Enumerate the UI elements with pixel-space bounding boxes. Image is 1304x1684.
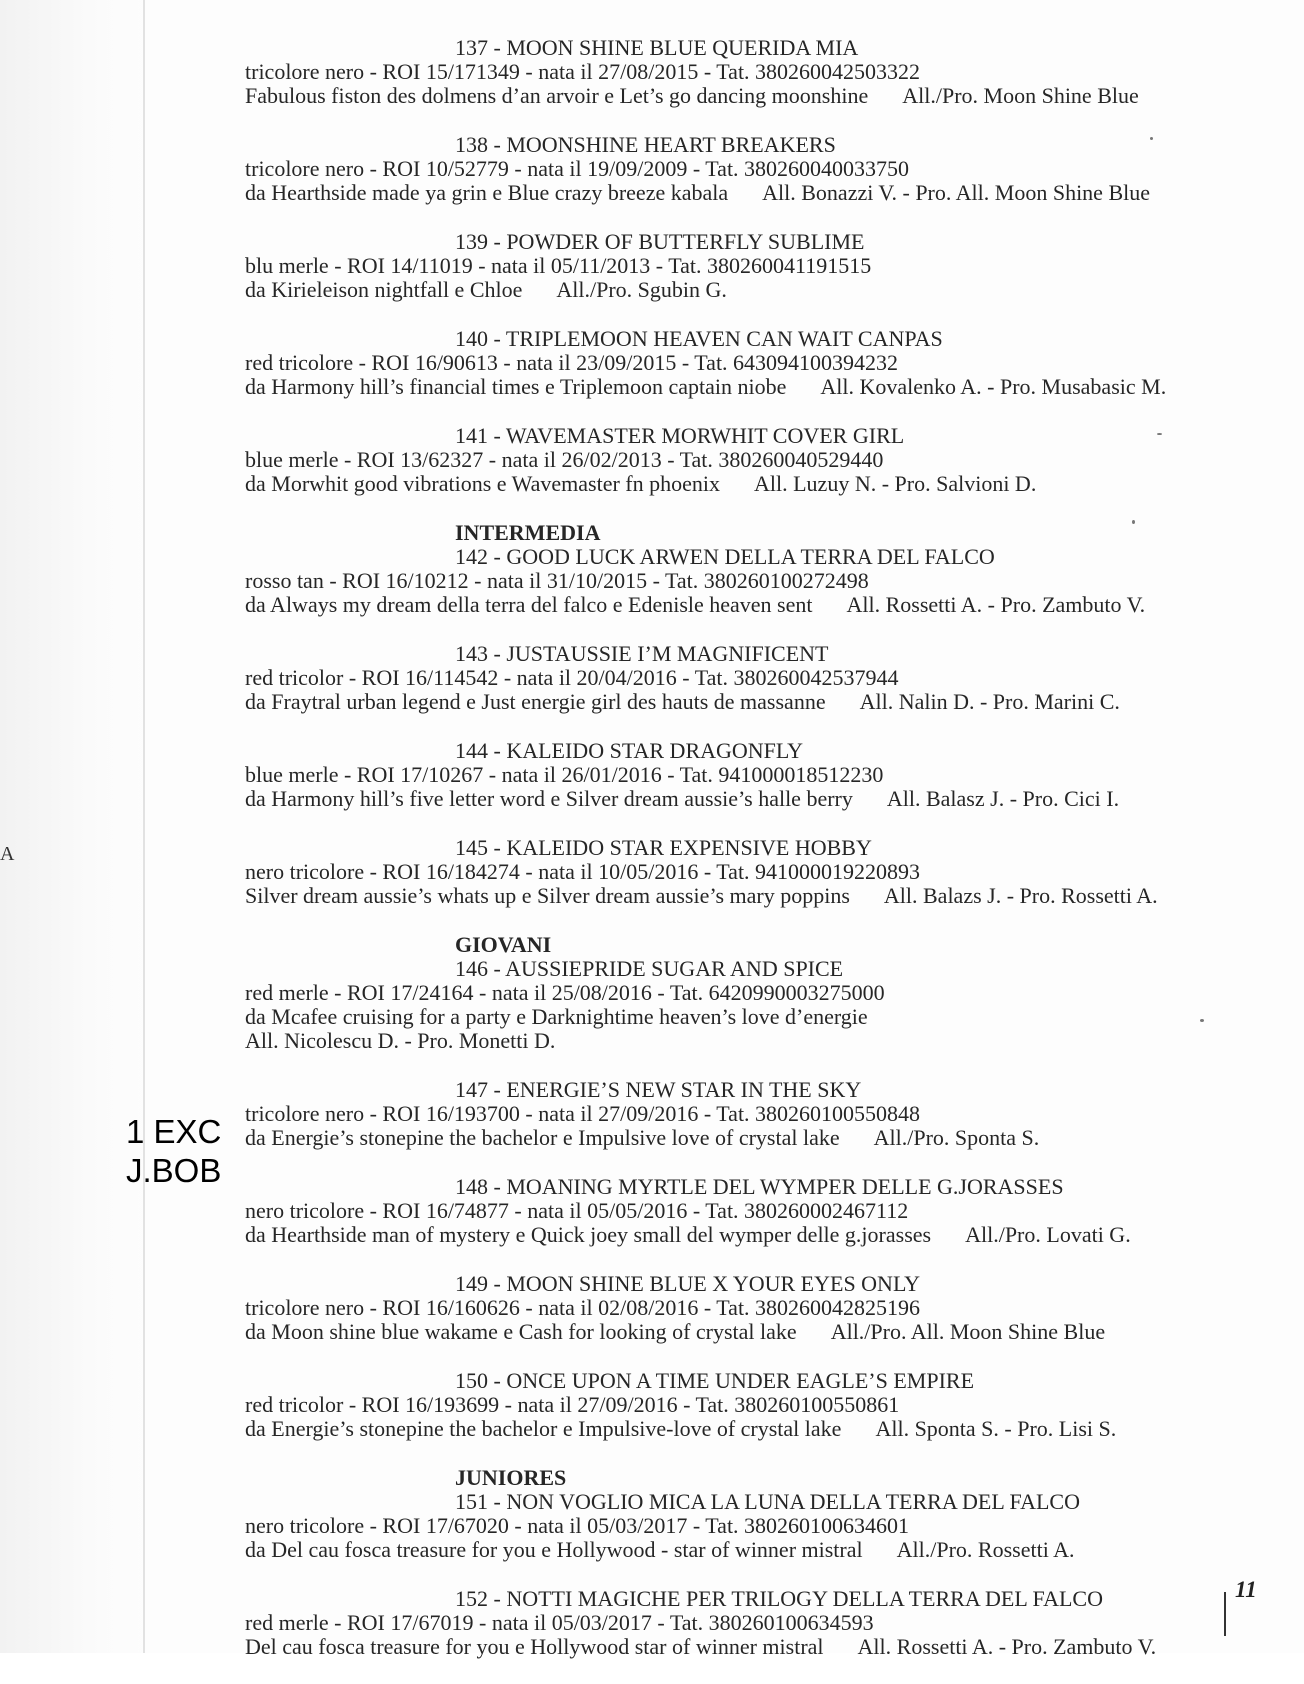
- entry-parents-line: [245, 1417, 1245, 1441]
- entry-parents: da Hearthside made ya grin e Blue crazy breeze kabala: [245, 180, 729, 205]
- catalog-entry: [245, 957, 1245, 1053]
- entry-owner: All. Nicolescu D. - Pro. Monetti D.: [245, 1028, 556, 1053]
- entry-parents: Del cau fosca treasure for you e Hollywood star of winner mistral: [245, 1634, 824, 1659]
- entry-title: 138 - MOONSHINE HEART BREAKERS: [455, 132, 836, 157]
- entry-parents: da Hearthside man of mystery e Quick joey small del wymper delle g.jorasses: [245, 1222, 932, 1247]
- catalog-entry: [245, 1587, 1245, 1659]
- entry-parents-line: [245, 1005, 1245, 1029]
- handwritten-annotation: [126, 1112, 221, 1190]
- entry-details: red merle - ROI 17/67019 - nata il 05/03/2017 - Tat. 380260100634593: [245, 1610, 874, 1635]
- catalog-entry: [245, 424, 1245, 496]
- page-number: 11: [1235, 1577, 1257, 1602]
- catalog-entry: [245, 1369, 1245, 1441]
- annotation-line-1: 1 EXC: [126, 1113, 222, 1150]
- entry-details: tricolore nero - ROI 15/171349 - nata il 27/08/2015 - Tat. 380260042503322: [245, 59, 921, 84]
- section-heading: INTERMEDIA: [455, 520, 601, 545]
- entry-title: 143 - JUSTAUSSIE I’M MAGNIFICENT: [455, 641, 829, 666]
- entry-title: 151 - NON VOGLIO MICA LA LUNA DELLA TERRA DEL FALCO: [455, 1489, 1080, 1514]
- entry-owner: All./Pro. Sgubin G.: [556, 277, 727, 302]
- entry-parents: da Energie’s stonepine the bachelor e Impulsive-love of crystal lake: [245, 1416, 842, 1441]
- entry-parents: da Moon shine blue wakame e Cash for looking of crystal lake: [245, 1319, 797, 1344]
- entry-details: rosso tan - ROI 16/10212 - nata il 31/10/2015 - Tat. 380260100272498: [245, 568, 869, 593]
- entry-owner: All./Pro. All. Moon Shine Blue: [830, 1319, 1106, 1344]
- entry-parents: da Fraytral urban legend e Just energie girl des hauts de massanne: [245, 689, 826, 714]
- entry-title: 145 - KALEIDO STAR EXPENSIVE HOBBY: [455, 835, 872, 860]
- entry-owner: All. Sponta S. - Pro. Lisi S.: [875, 1416, 1117, 1441]
- catalog-entry: [245, 1078, 1245, 1150]
- entry-title: 139 - POWDER OF BUTTERFLY SUBLIME: [455, 229, 865, 254]
- scan-speck: [1200, 1019, 1204, 1022]
- scan-left-margin: [0, 0, 150, 1653]
- entry-parents-line: [245, 1538, 1245, 1562]
- entry-parents-line: [245, 84, 1245, 108]
- entry-owner: All./Pro. Sponta S.: [873, 1125, 1040, 1150]
- entry-parents-line: [245, 1126, 1245, 1150]
- entry-title: 140 - TRIPLEMOON HEAVEN CAN WAIT CANPAS: [455, 326, 943, 351]
- entry-owner: All. Rossetti A. - Pro. Zambuto V.: [857, 1634, 1157, 1659]
- margin-fragment: A: [0, 843, 15, 865]
- entry-parents: da Morwhit good vibrations e Wavemaster fn phoenix: [245, 471, 720, 496]
- catalog-entry: [245, 230, 1245, 302]
- entry-details: tricolore nero - ROI 10/52779 - nata il 19/09/2009 - Tat. 380260040033750: [245, 156, 910, 181]
- entry-parents-line: [245, 278, 1245, 302]
- entry-owner: All. Kovalenko A. - Pro. Musabasic M.: [820, 374, 1167, 399]
- scan-speck: [1157, 433, 1162, 435]
- entry-parents-line: [245, 884, 1245, 908]
- entry-title: 142 - GOOD LUCK ARWEN DELLA TERRA DEL FALCO: [455, 544, 995, 569]
- page-number-rule: [1224, 1592, 1226, 1636]
- entry-parents: Fabulous fiston des dolmens d’an arvoir e Let’s go dancing moonshine: [245, 83, 869, 108]
- entry-owner: All. Nalin D. - Pro. Marini C.: [859, 689, 1120, 714]
- entry-details: blue merle - ROI 17/10267 - nata il 26/01/2016 - Tat. 941000018512230: [245, 762, 884, 787]
- entry-details: red tricolore - ROI 16/90613 - nata il 23/09/2015 - Tat. 643094100394232: [245, 350, 899, 375]
- entry-details: nero tricolore - ROI 16/74877 - nata il 05/05/2016 - Tat. 380260002467112: [245, 1198, 909, 1223]
- entry-title: 146 - AUSSIEPRIDE SUGAR AND SPICE: [455, 956, 844, 981]
- catalog-entry: [245, 133, 1245, 205]
- entry-details: red tricolor - ROI 16/114542 - nata il 20/04/2016 - Tat. 380260042537944: [245, 665, 899, 690]
- entries-list: [245, 36, 1245, 1684]
- entry-details: red tricolor - ROI 16/193699 - nata il 27/09/2016 - Tat. 380260100550861: [245, 1392, 900, 1417]
- entry-parents: da Always my dream della terra del falco e Edenisle heaven sent: [245, 592, 813, 617]
- section-heading: GIOVANI: [455, 932, 552, 957]
- entry-owner: All./Pro. Moon Shine Blue: [902, 83, 1139, 108]
- entry-parents-line: [245, 690, 1245, 714]
- entry-title: 137 - MOON SHINE BLUE QUERIDA MIA: [455, 35, 859, 60]
- scan-fold-line: [143, 0, 145, 1653]
- entry-details: tricolore nero - ROI 16/193700 - nata il 27/09/2016 - Tat. 380260100550848: [245, 1101, 921, 1126]
- entry-title: 150 - ONCE UPON A TIME UNDER EAGLE’S EMPIRE: [455, 1368, 975, 1393]
- entry-title: 152 - NOTTI MAGICHE PER TRILOGY DELLA TERRA DEL FALCO: [455, 1586, 1103, 1611]
- entry-parents-line: [245, 593, 1245, 617]
- entry-parents: da Harmony hill’s five letter word e Silver dream aussie’s halle berry: [245, 786, 853, 811]
- entry-parents: Silver dream aussie’s whats up e Silver dream aussie’s mary poppins: [245, 883, 850, 908]
- catalog-entry: [245, 642, 1245, 714]
- entry-details: blue merle - ROI 13/62327 - nata il 26/02/2013 - Tat. 380260040529440: [245, 447, 884, 472]
- scan-speck: [1150, 137, 1153, 140]
- entry-parents-line: [245, 1635, 1245, 1659]
- entry-title: 148 - MOANING MYRTLE DEL WYMPER DELLE G.JORASSES: [455, 1174, 1064, 1199]
- entry-owner: All. Balazs J. - Pro. Rossetti A.: [883, 883, 1158, 908]
- entry-owner: All./Pro. Lovati G.: [965, 1222, 1131, 1247]
- catalog-entry: [245, 36, 1245, 108]
- entry-parents: da Kirieleison nightfall e Chloe: [245, 277, 523, 302]
- entry-details: nero tricolore - ROI 16/184274 - nata il 10/05/2016 - Tat. 941000019220893: [245, 859, 921, 884]
- entry-parents-line: [245, 787, 1245, 811]
- scan-speck: [1132, 520, 1135, 524]
- entry-owner: All. Luzuy N. - Pro. Salvioni D.: [754, 471, 1037, 496]
- entry-owner-line: [245, 1029, 1245, 1053]
- catalog-entry: [245, 327, 1245, 399]
- entry-parents: da Harmony hill’s financial times e Triplemoon captain niobe: [245, 374, 787, 399]
- entry-owner: All./Pro. Rossetti A.: [896, 1537, 1075, 1562]
- entry-owner: All. Rossetti A. - Pro. Zambuto V.: [846, 592, 1146, 617]
- entry-parents: da Mcafee cruising for a party e Darknightime heaven’s love d’energie: [245, 1004, 868, 1029]
- entry-owner: All. Bonazzi V. - Pro. All. Moon Shine Blue: [762, 180, 1150, 205]
- catalog-entry: [245, 545, 1245, 617]
- entry-title: 149 - MOON SHINE BLUE X YOUR EYES ONLY: [455, 1271, 921, 1296]
- catalog-entry: [245, 836, 1245, 908]
- entry-title: 147 - ENERGIE’S NEW STAR IN THE SKY: [455, 1077, 862, 1102]
- entry-details: red merle - ROI 17/24164 - nata il 25/08/2016 - Tat. 6420990003275000: [245, 980, 885, 1005]
- catalog-entry: [245, 1175, 1245, 1247]
- entry-parents-line: [245, 1320, 1245, 1344]
- catalog-entry: [245, 1272, 1245, 1344]
- entry-parents-line: [245, 472, 1245, 496]
- entry-details: nero tricolore - ROI 17/67020 - nata il 05/03/2017 - Tat. 380260100634601: [245, 1513, 910, 1538]
- catalog-entry: [245, 739, 1245, 811]
- annotation-line-2: J.BOB: [126, 1152, 222, 1189]
- entry-parents-line: [245, 1223, 1245, 1247]
- entry-details: tricolore nero - ROI 16/160626 - nata il 02/08/2016 - Tat. 380260042825196: [245, 1295, 921, 1320]
- entry-details: blu merle - ROI 14/11019 - nata il 05/11/2013 - Tat. 380260041191515: [245, 253, 872, 278]
- entry-title: 141 - WAVEMASTER MORWHIT COVER GIRL: [455, 423, 905, 448]
- catalog-entry: [245, 1490, 1245, 1562]
- section-heading: JUNIORES: [455, 1465, 567, 1490]
- entry-parents: da Energie’s stonepine the bachelor e Impulsive love of crystal lake: [245, 1125, 840, 1150]
- entry-parents: da Del cau fosca treasure for you e Hollywood - star of winner mistral: [245, 1537, 863, 1562]
- entry-owner: All. Balasz J. - Pro. Cici I.: [886, 786, 1120, 811]
- entry-parents-line: [245, 181, 1245, 205]
- entry-parents-line: [245, 375, 1245, 399]
- entry-title: 144 - KALEIDO STAR DRAGONFLY: [455, 738, 804, 763]
